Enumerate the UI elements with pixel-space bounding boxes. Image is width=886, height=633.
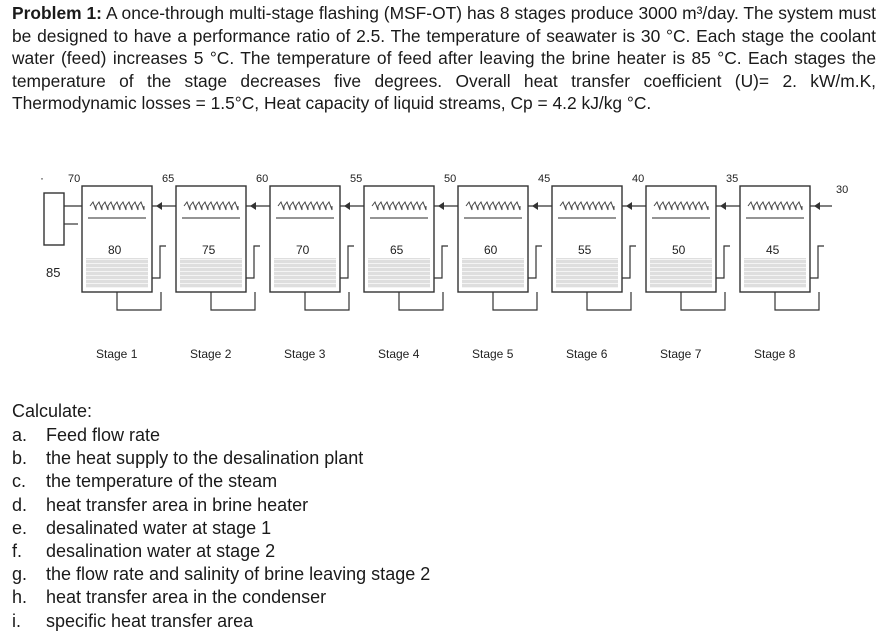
task-item bbox=[12, 586, 430, 609]
stage-label: Stage 1 bbox=[96, 347, 138, 361]
distillate-line bbox=[399, 292, 443, 310]
task-item bbox=[12, 470, 430, 493]
feed-temp: 55 bbox=[350, 173, 363, 185]
distillate-line bbox=[681, 292, 725, 310]
task-item bbox=[12, 610, 430, 633]
task-text: desalinated water at stage 1 bbox=[46, 517, 272, 538]
feed-temp: 35 bbox=[726, 173, 739, 185]
problem-statement bbox=[12, 2, 876, 115]
task-text: desalination water at stage 2 bbox=[46, 541, 276, 562]
task-text: the heat supply to the desalination plant bbox=[46, 448, 364, 469]
stage-label: Stage 7 bbox=[660, 347, 702, 361]
feed-temp: 60 bbox=[256, 173, 269, 185]
feed-arrow bbox=[720, 202, 726, 210]
stage-label: Stage 3 bbox=[284, 347, 326, 361]
feed-arrow bbox=[532, 202, 538, 210]
brine-transfer bbox=[810, 246, 824, 278]
feed-arrow bbox=[344, 202, 350, 210]
msf-diagram bbox=[0, 160, 886, 390]
stage-temp: 65 bbox=[390, 243, 404, 257]
task-letter: e. bbox=[12, 517, 28, 538]
stage-label: Stage 8 bbox=[754, 347, 796, 361]
task-text: heat transfer area in the condenser bbox=[46, 587, 327, 608]
calculate-title: Calculate: bbox=[12, 401, 93, 421]
task-list bbox=[12, 424, 430, 633]
stage-temp: 45 bbox=[766, 243, 780, 257]
task-text: Feed flow rate bbox=[46, 425, 161, 445]
stage-temp: 50 bbox=[672, 243, 686, 257]
feed-arrow bbox=[438, 202, 444, 210]
brine-transfer bbox=[622, 246, 636, 278]
brine-transfer bbox=[152, 246, 166, 278]
dot-mark: · bbox=[40, 171, 44, 185]
task-text: heat transfer area in brine heater bbox=[46, 494, 309, 515]
feed-temp: 40 bbox=[632, 173, 645, 185]
brine-transfer bbox=[340, 246, 354, 278]
task-text: the flow rate and salinity of brine leaving stage 2 bbox=[46, 564, 431, 585]
brine-transfer bbox=[246, 246, 260, 278]
stage-label: Stage 4 bbox=[378, 347, 420, 361]
brine-pool bbox=[86, 258, 148, 288]
distillate-line bbox=[211, 292, 255, 310]
task-text: the temperature of the steam bbox=[46, 471, 278, 492]
feed-arrow bbox=[814, 202, 820, 210]
task-letter: b. bbox=[12, 448, 28, 469]
stage-temp: 70 bbox=[296, 243, 310, 257]
brine-pool bbox=[368, 258, 430, 288]
task-letter: d. bbox=[12, 494, 28, 515]
feed-temp: 45 bbox=[538, 173, 551, 185]
task-item bbox=[12, 424, 430, 447]
task-item bbox=[12, 517, 430, 540]
problem-text: A once-through multi-stage flashing (MSF-OT) has 8 stages produce 3000 m³/day. The system must be designed to have a performance ratio of 2.5. The temperature of seawater is 30 °C. Each stage the coolant water (feed) increases 5 °C. The temperature of feed after leaving the brine heater is 85 °C. Each stages the temperature of the stage decreases five degrees. Overall heat transfer coefficient (U)= 2. kW/m.K, Thermodynamic losses = 1.5°C, Heat capacity of liquid streams, Cp = 4.2 kJ/kg °C. bbox=[12, 3, 877, 114]
task-letter: i. bbox=[12, 610, 21, 631]
task-item bbox=[12, 563, 430, 586]
seawater-temp: 30 bbox=[836, 184, 849, 196]
brine-pool bbox=[462, 258, 524, 288]
task-letter: g. bbox=[12, 564, 28, 585]
feed-temp: 70 bbox=[68, 173, 81, 185]
stage-label: Stage 2 bbox=[190, 347, 232, 361]
brine-transfer bbox=[716, 246, 730, 278]
feed-temp: 65 bbox=[162, 173, 175, 185]
feed-temp: 50 bbox=[444, 173, 457, 185]
heater-temp: 85 bbox=[46, 265, 61, 280]
brine-pool bbox=[744, 258, 806, 288]
brine-pool bbox=[650, 258, 712, 288]
distillate-line bbox=[587, 292, 631, 310]
brine-heater bbox=[44, 193, 64, 245]
task-letter: c. bbox=[12, 471, 27, 492]
distillate-line bbox=[775, 292, 819, 310]
brine-pool bbox=[180, 258, 242, 288]
stage-temp: 55 bbox=[578, 243, 592, 257]
distillate-line bbox=[305, 292, 349, 310]
stage-temp: 60 bbox=[484, 243, 498, 257]
feed-arrow bbox=[626, 202, 632, 210]
stage-temp: 80 bbox=[108, 243, 122, 257]
stage-label: Stage 5 bbox=[472, 347, 514, 361]
task-text: specific heat transfer area bbox=[46, 610, 254, 631]
distillate-line bbox=[117, 292, 161, 310]
task-item bbox=[12, 447, 430, 470]
brine-transfer bbox=[528, 246, 542, 278]
feed-arrow bbox=[250, 202, 256, 210]
task-item bbox=[12, 494, 430, 517]
task-letter: f. bbox=[12, 541, 23, 562]
task-letter: h. bbox=[12, 587, 28, 608]
task-item bbox=[12, 540, 430, 563]
problem-label: Problem 1: bbox=[12, 3, 102, 23]
stage-label: Stage 6 bbox=[566, 347, 608, 361]
distillate-line bbox=[493, 292, 537, 310]
brine-pool bbox=[274, 258, 336, 288]
task-letter: a. bbox=[12, 425, 28, 445]
stage-temp: 75 bbox=[202, 243, 216, 257]
feed-arrow bbox=[156, 202, 162, 210]
brine-transfer bbox=[434, 246, 448, 278]
brine-pool bbox=[556, 258, 618, 288]
